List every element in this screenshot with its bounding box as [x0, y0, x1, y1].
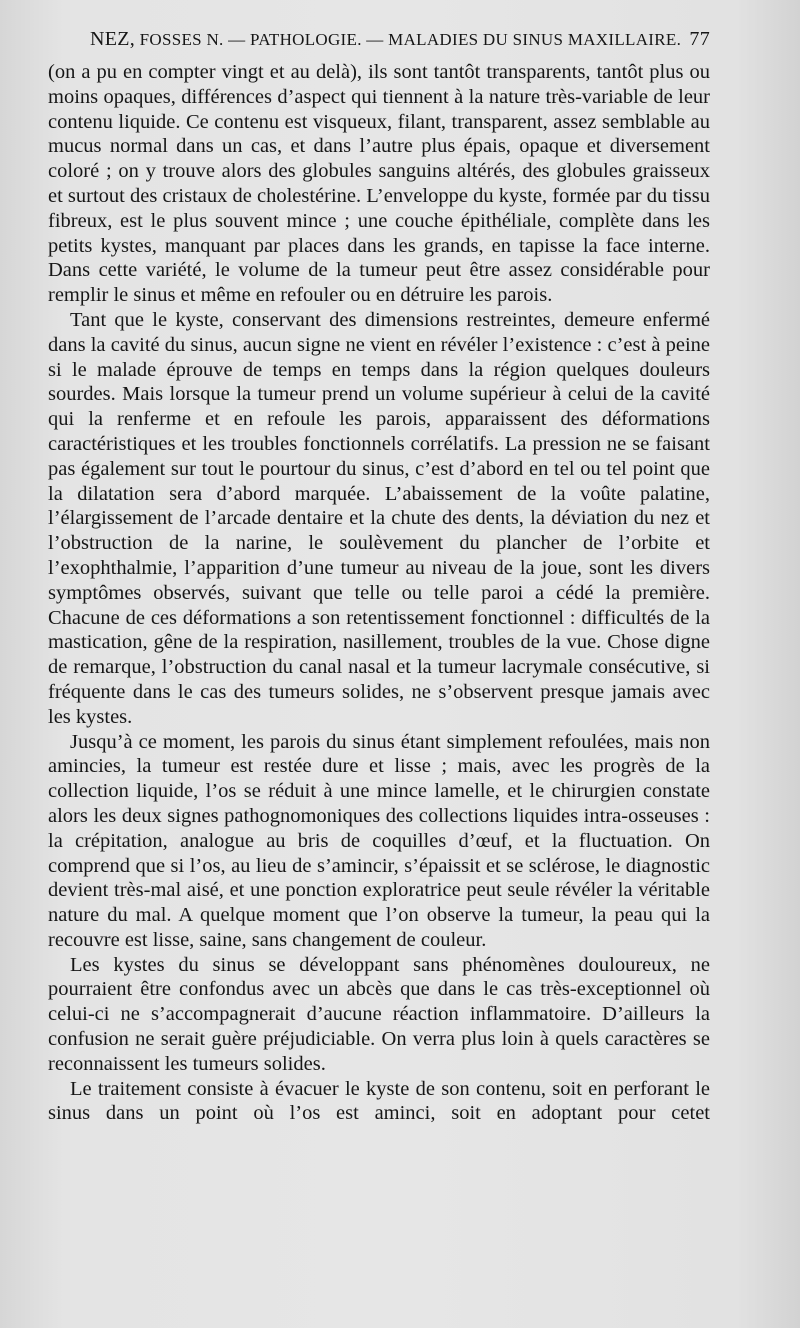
paragraph-1: (on a pu en compter vingt et au delà), ils sont tantôt transparents, tantôt plus ou moins opaques, différences d’aspect qui tiennent à la nature très-variable de leur contenu liquide. Ce contenu est visqueux, filant, transparent, assez semblable au mucus normal dans un cas, et dans l’autre plus épais, opaque et diversement coloré ; on y trouve alors des globules sanguins altérés, des globules graisseux et surtout des cristaux de cholestérine. L’enveloppe du kyste, formée par du tissu fibreux, est le plus souvent mince ; une couche épithéliale, complète dans les petits kystes, manquant par places dans les grands, en tapisse la face interne. Dans cette variété, le volume de la tumeur peut être assez considérable pour remplir le sinus et même en refouler ou en détruire les parois. [48, 61, 710, 307]
paragraph-4: Les kystes du sinus se développant sans phénomènes douloureux, ne pourraient être confondus avec un abcès que dans le cas très-exceptionnel où celui-ci ne s’accompagnerait d’aucune réaction inflammatoire. D’ailleurs la confusion ne serait guère préjudiciable. On verra plus loin à quels caractères se reconnaissent les tumeurs solides. [48, 953, 710, 1075]
running-title-rest: FOSSES N. — PATHOLOGIE. — MALADIES DU SINUS MAXILLAIRE. [139, 30, 682, 49]
paragraph-5: Le traitement consiste à évacuer le kyste de son contenu, soit en perforant le sinus dans un point où l’os est aminci, soit en adoptant pour cetet [48, 1077, 710, 1125]
running-header [90, 28, 710, 56]
paragraph-3: Jusqu’à ce moment, les parois du sinus étant simplement refoulées, mais non amincies, la tumeur est restée dure et lisse ; mais, avec les progrès de la collection liquide, l’os se réduit à une mince lamelle, et le chirurgien constate alors les deux signes pathognomoniques des collections liquides intra-osseuses : la crépitation, analogue au bris de coquilles d’œuf, et la fluctuation. On comprend que si l’os, au lieu de s’amincir, s’épaissit et se sclérose, le diagnostic devient très-mal aisé, et une ponction exploratrice peut seule révéler la véritable nature du mal. A quelque moment que l’on observe la tumeur, la peau qui la recouvre est lisse, saine, sans changement de couleur. [48, 730, 710, 951]
running-title-lead: NEZ, [90, 28, 136, 50]
running-title [90, 28, 681, 51]
paragraph-2: Tant que le kyste, conservant des dimensions restreintes, demeure enfermé dans la cavité du sinus, aucun signe ne vient en révéler l’existence : c’est à peine si le malade éprouve de temps en temps dans la région quelques douleurs sourdes. Mais lorsque la tumeur prend un volume supérieur à celui de la cavité qui la renferme et en refoule les parois, apparaissent des déformations caractéristiques et les troubles fonctionnels corrélatifs. La pression ne se faisant pas également sur tout le pourtour du sinus, c’est d’abord en tel ou tel point que la dilatation sera d’abord marquée. L’abaissement de la voûte palatine, l’élargissement de l’arcade dentaire et la chute des dents, la déviation du nez et l’obstruction de la narine, le soulèvement du plancher de l’orbite et l’exophthalmie, l’apparition d’une tumeur au niveau de la joue, sont les divers symptômes observés, suivant que telle ou telle paroi a cédé la première. Chacune de ces déformations a son retentissement fonctionnel : difficultés de la mastication, gêne de la respiration, nasillement, troubles de la vue. Chose digne de remarque, l’obstruction du canal nasal et la tumeur lacrymale consécutive, si fréquente dans le cas des tumeurs solides, ne s’observent presque jamais avec les kystes. [48, 308, 710, 728]
body-text [48, 60, 710, 1126]
page-number: 77 [689, 28, 710, 50]
